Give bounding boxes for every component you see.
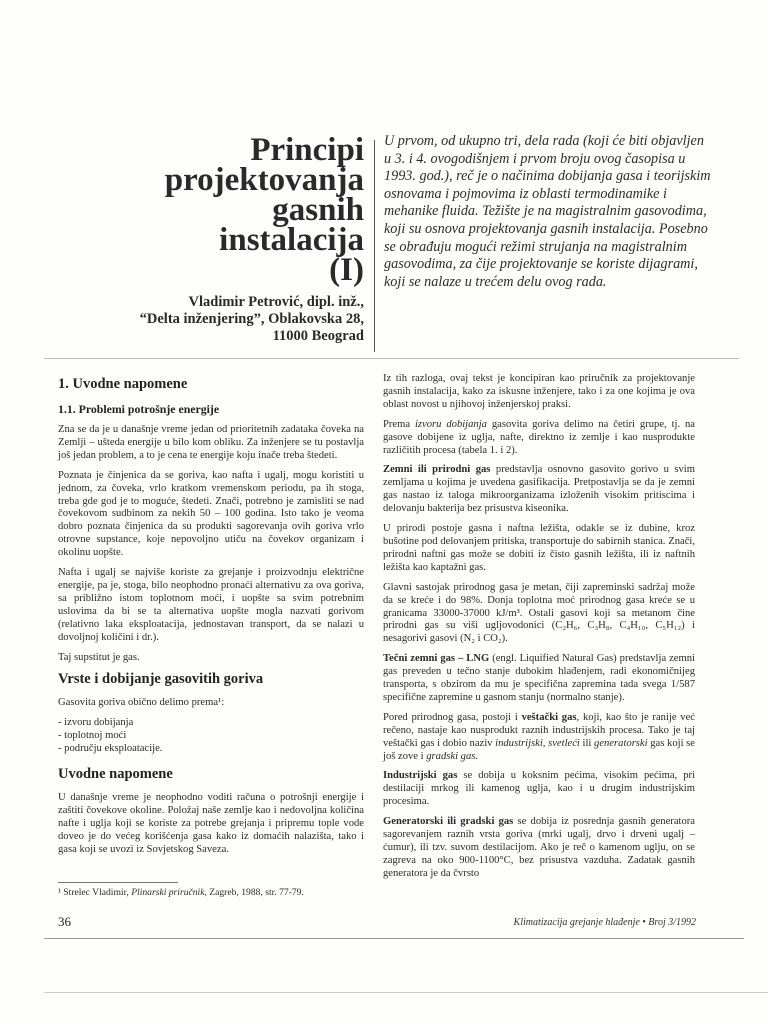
title-line: projektovanja — [164, 162, 364, 198]
footnote-rule — [58, 882, 178, 883]
section-heading: Vrste i dobijanje gasovitih goriva — [58, 671, 264, 688]
term: Tečni zemni gas – LNG — [383, 653, 490, 665]
title-line: Principi — [250, 132, 364, 168]
scan-edge-line — [44, 992, 768, 993]
author-line: 11000 Beograd — [272, 328, 364, 344]
paragraph — [383, 712, 695, 764]
footnote — [58, 887, 368, 899]
paragraph: U prirodi postoje gasna i naftna ležišta, odakle se iz dubine, kroz bušotine pod delovanjem pritiska, transportuje do sabirnih stanica. Znači, prirodni naftni gas može se dobiti iz čisto gasnih ležišta, ili iz naftnih ležišta kao kaptažni gas. — [383, 523, 695, 573]
title-line: (I) — [329, 252, 364, 288]
title-line: gasnih — [272, 192, 364, 228]
text: Prema — [383, 418, 415, 430]
list-item: - toplotnoj moći — [58, 730, 127, 742]
paragraph — [383, 419, 695, 458]
paragraph — [383, 653, 695, 705]
paragraph — [383, 816, 695, 881]
vertical-divider — [374, 140, 375, 352]
horizontal-divider — [44, 358, 739, 359]
title-line: instalacija — [219, 222, 364, 258]
author-line: Vladimir Petrović, dipl. inž., — [188, 294, 364, 310]
text: (engl. Liquified Natural Gas) predstavlja zemni gas preveden u tečno stanje dubokim hlađenjem, radi ekonomičnijeg transporta, s obzirom da mu je specifična zapremina tada svega 1/587 specifične zapremine u gasnom stanju (normalno stanje). — [383, 653, 695, 703]
text: , koji, kao što je ranije već rečeno, nastaje kao nusprodukt raznih industrijskih procesa. Tako je taj veštački gas i dobio naziv — [383, 711, 695, 749]
subsection-heading: 1.1. Problemi potrošnje energije — [58, 402, 220, 416]
paragraph: Glavni sastojak prirodnog gasa je metan, čiji zapreminski sadržaj može da se kreće i do 98%. Donja toplotna moć prirodnog gasa kreće se u granicama 33000-37000 kJ/m³. Ostali gasovi koji sa metanom čine prirodni gas su viši ugljovodonici (C₂H₆, C₃H₈, C₄H₁₀, C₅H₁₂) i nesagorivi gasovi (N₂ i CO₂). — [383, 581, 695, 645]
text: gasovita goriva delimo na četiri grupe, tj. na gasove dobijene iz uglja, nafte, direktno iz zemlje i kao nusprodukte različitih procesa (tabela 1. i 2). — [383, 418, 695, 456]
term: Industrijski gas — [383, 770, 458, 782]
page-number: 36 — [58, 914, 71, 929]
term: veštački gas — [521, 711, 577, 723]
right-column — [383, 373, 695, 888]
text: se dobija u koksnim pećima, visokim pećima, pri destilaciji mrkog ili kamenog uglja, kao i u drugim industrijskim procesima. — [383, 770, 695, 808]
text: gas koji se još zove i — [383, 737, 695, 762]
text: Pored prirodnog gasa, postoji i — [383, 711, 522, 723]
paragraph: Taj supstitut je gas. — [58, 651, 140, 663]
paragraph — [383, 464, 695, 516]
text: se dobija iz posrednja gasnih generatora sagorevanjem raznih vrsta goriva (mrki ugalj, drvo i drveni ugalj – ćumur), ili tzv. suvom destilacijom. Ako je reč o kamenom uglju, on se zagreva na oko 900-1100°C, bez prisustva vazduha. Zadatak gasnih generatora je da čvrsto — [383, 816, 695, 879]
list-item: - izvoru dobijanja — [58, 717, 134, 729]
text-italic: izvoru dobijanja — [414, 418, 487, 430]
paragraph: Iz tih razloga, ovaj tekst je koncipiran kao priručnik za projektovanje gasnih instalacija, kako za iskusne inženjere, tako i za one kojima je ova oblast novost u njihovoj inženjerskoj praksi. — [383, 373, 695, 410]
text: predstavlja osnovno gasovito gorivo u svim zemljama u kojima je uvedena gasifikacija. Pretpostavlja se da je zemni gas nastao iz taloga mikroorganizama izloženih visokim pritiscima i delovanju bakterija bez prisustva kiseonika. — [383, 464, 695, 515]
paragraph — [383, 770, 695, 809]
author-line: “Delta inženjering”, Oblakovska 28, — [139, 311, 364, 327]
text: ili — [579, 737, 595, 749]
text-italic: gradski gas — [426, 750, 476, 762]
section-heading: 1. Uvodne napomene — [58, 376, 188, 392]
paragraph: Poznata je činjenica da se goriva, kao nafta i ugalj, mogu koristiti u jednom, za čoveka, vrlo kratkom vremenskom periodu, pa ih stoga, treba gde god je to moguće, štedeti. Znači, potrebno je zamisliti se nad čovekovom sudbinom za nekih 50 – 100 godina. Isto tako je veoma dobro poznata činjenica da su produkti sagorevanja ovih goriva vrlo otrovne supstance, koje nepovoljno utiču na čovekov organizam i okolinu uopšte. — [58, 469, 364, 559]
footer-rule — [44, 938, 744, 939]
author-block — [34, 294, 364, 345]
term: Zemni ili prirodni gas — [383, 464, 491, 476]
text-italic: generatorski — [594, 737, 648, 749]
paragraph: Nafta i ugalj se najviše koriste za grejanje i proizvodnju električne energije, pa je, stoga, bilo neophodno pronaći alternativu za ova goriva, sa približno istom toplotnom moći, i uopšte sa svim potrebnim uslovima da bi se ta alternativa uopšte mogla nazvati gorivom (relativno laka eksploatacija, jednostavan transport, da se nalazi u dovoljnoj količini i dr.). — [58, 567, 364, 643]
paragraph: U današnje vreme je neophodno voditi računa o potrošnji energije i zaštiti čovekove okoline. Položaj naše zemlje kao i nedovoljna količina nafte i uglja koji se koriste za potrebe grejanja i pripremu tople vode doveo je do većeg korišćenja gasa kako iz domaćih nalazišta, tako i gasa koji se uvozi iz Sovjetskog Saveza. — [58, 792, 364, 855]
paragraph: Gasovita goriva obično delimo prema¹: — [58, 697, 225, 709]
footnote-book: Plinarski priručnik — [131, 887, 205, 898]
section-heading: Uvodne napomene — [58, 766, 173, 783]
footnote-suffix: , Zagreb, 1988, str. 77-79. — [204, 887, 304, 898]
paragraph: Zna se da je u današnje vreme jedan od prioritetnih zadataka čoveka na Zemlji – ušteda energije u bilo kom obliku. Za inženjere se tu postavlja još jedan problem, a to je cena te energije koju inače treba štedeti. — [58, 424, 364, 461]
term: Generatorski ili gradski gas — [383, 816, 514, 828]
left-column — [58, 373, 364, 864]
abstract: U prvom, od ukupno tri, dela rada (koji će biti objavljen u 3. i 4. ovogodišnjem i prvom broju ovog časopisa u 1993. god.), reč je o načinima dobijanja gasa i teorijskim osnovama i pojmovima iz oblasti termodinamike i mehanike fluida. Težište je na magistralnim gasovodima, koji su osnova projektovanja gasnih instalacija. Posebno se obrađuju mogući režimi strujanja na magistralnim gasovodima, za čije projektovanje se koriste dijagrami, koji se nalaze u trećem delu ovog rada. — [384, 133, 711, 290]
journal-footer: Klimatizacija grejanje hlađenje • Broj 3/1992 — [513, 917, 696, 928]
text: . — [475, 750, 479, 762]
list — [58, 717, 364, 756]
article-title — [44, 132, 364, 288]
text-italic: industrijski, svetleći — [495, 737, 580, 749]
list-item: - području eksploatacije. — [58, 743, 163, 755]
footnote-prefix: ¹ Strelec Vladimir, — [58, 887, 132, 898]
